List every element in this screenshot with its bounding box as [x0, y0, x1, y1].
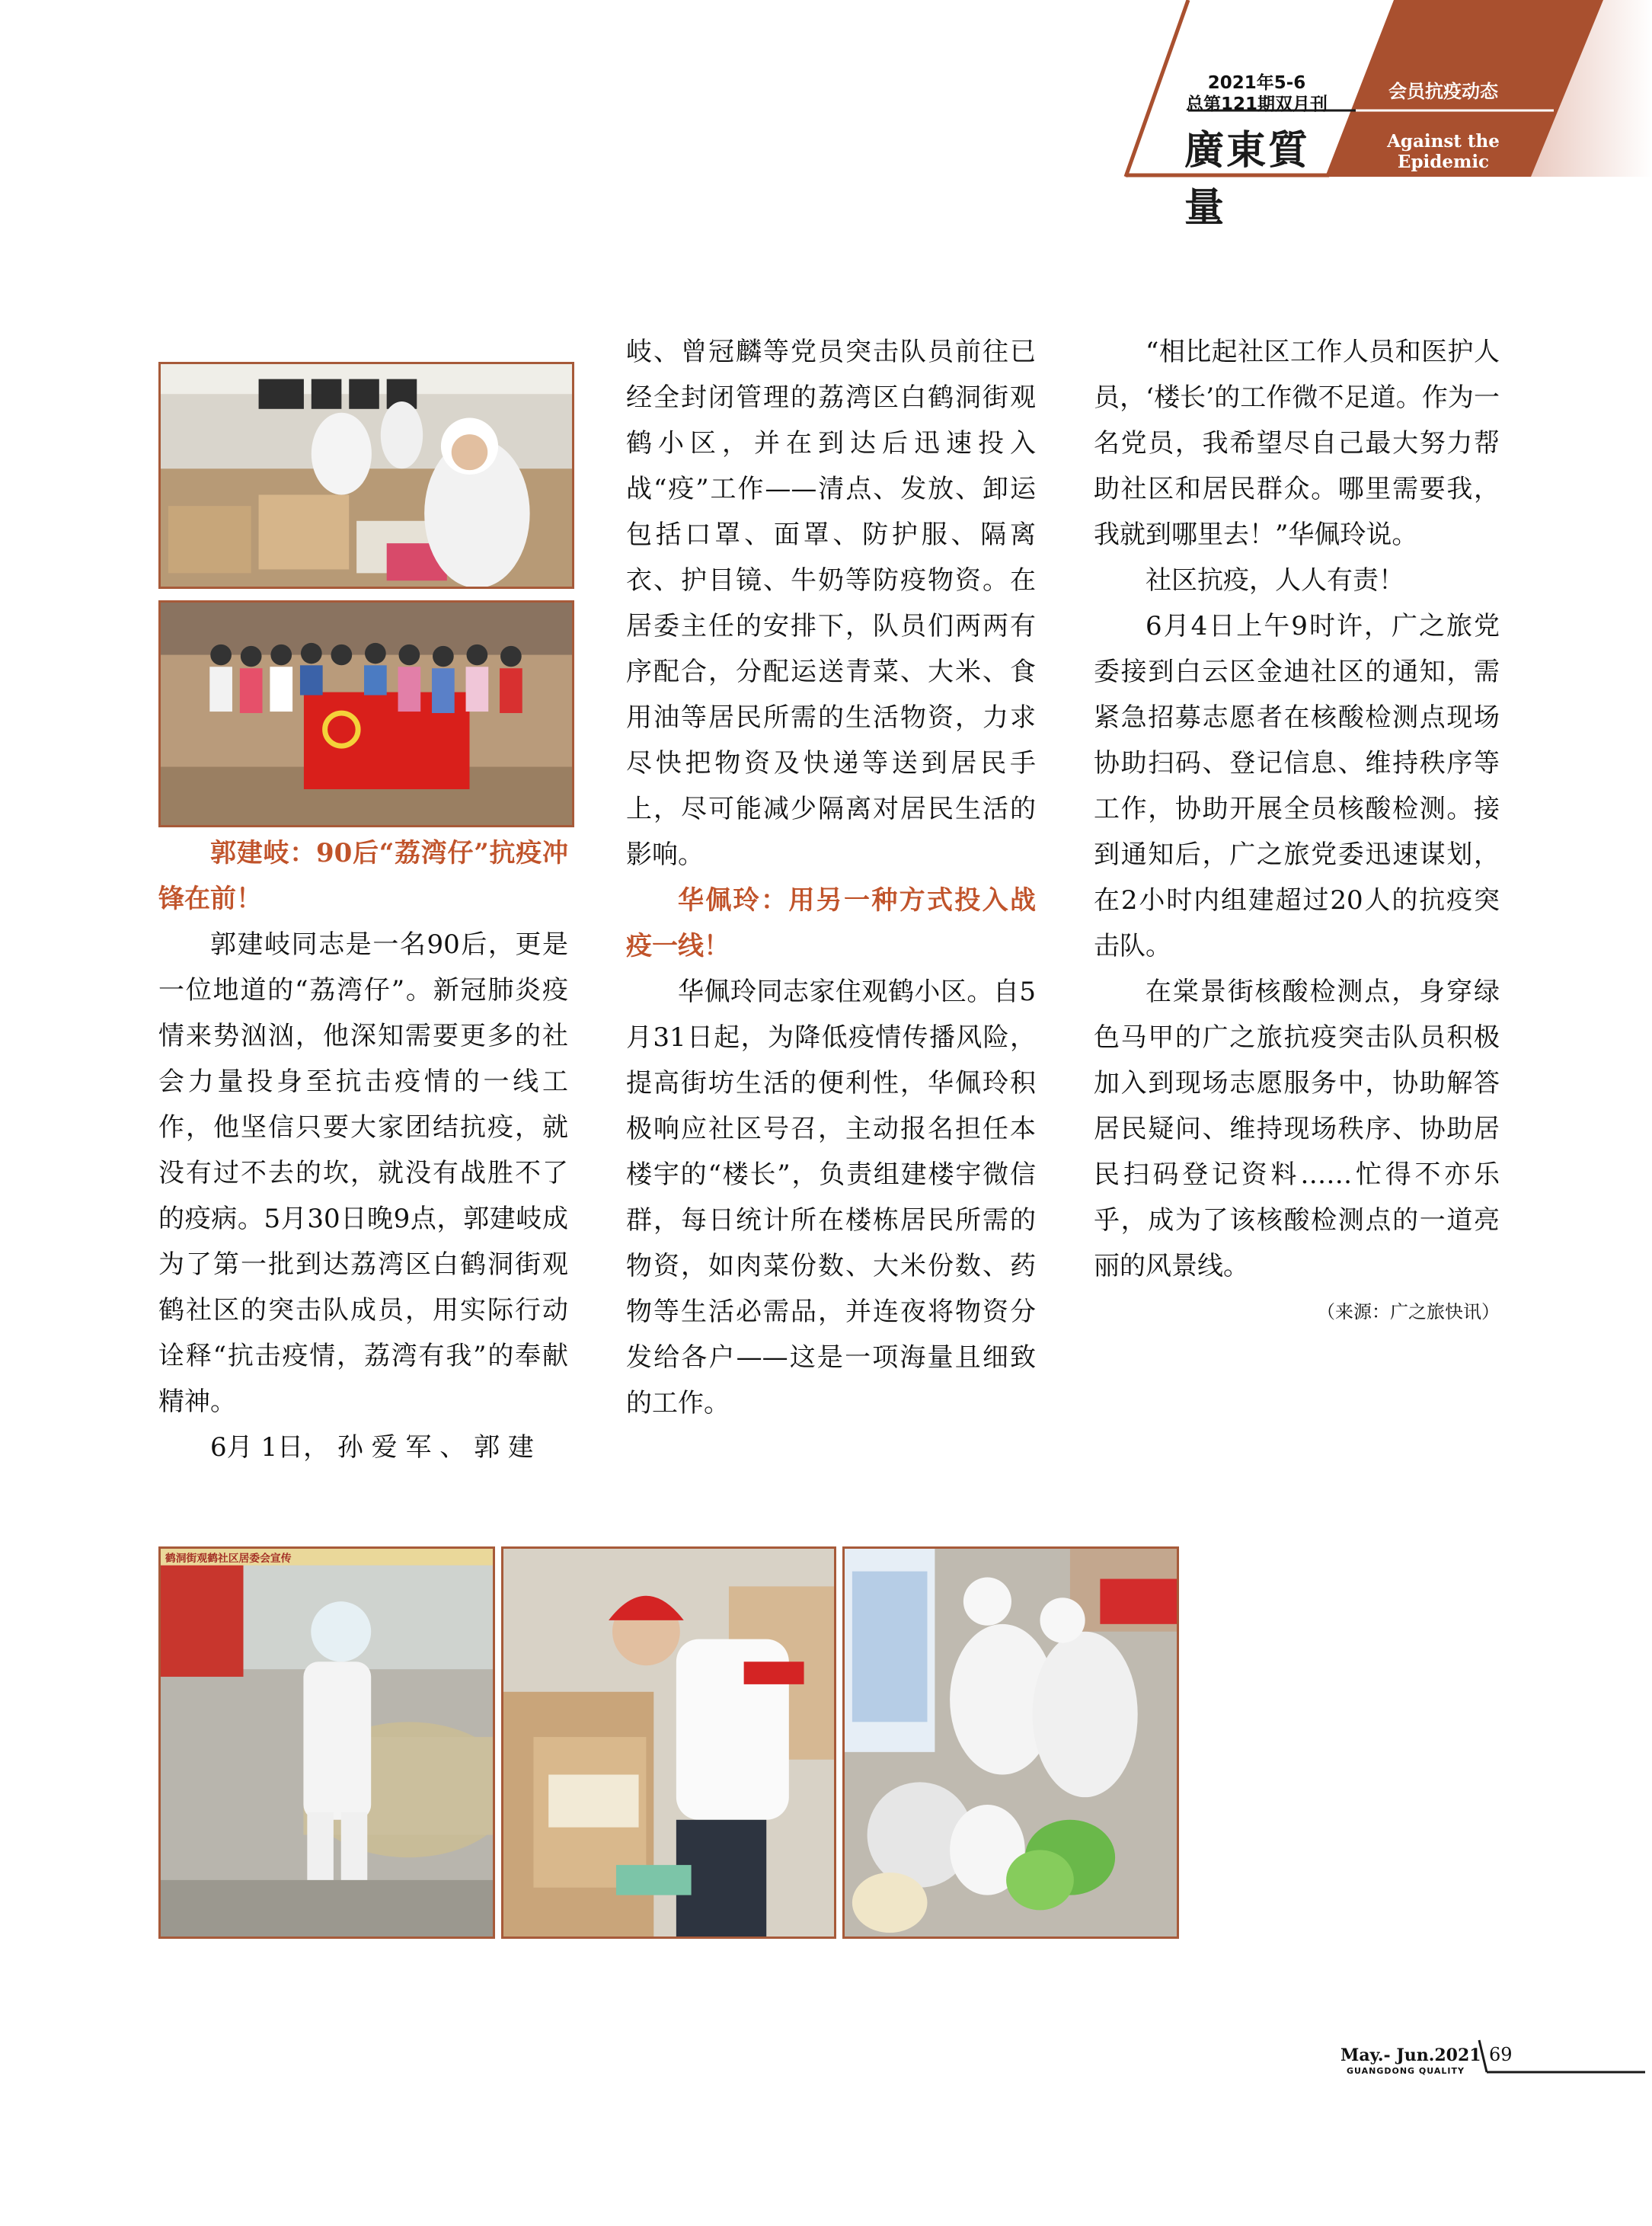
page-number: 69: [1489, 2044, 1513, 2065]
paragraph-guo-intro: 郭建岐同志是一名90后，更是一位地道的“荔湾仔”。新冠肺炎疫情来势汹汹，他深知需要更多的社会力量投身至抗击疫情的一线工作，他坚信只要大家团结抗疫，就没有过不去的坎，就没有战胜不了的疫病。5月30日晚9点，郭建岐成为了第一批到达荔湾区白鹤洞街观鹤社区的突击队成员，用实际行动诠释“抗击疫情，荔湾有我”的奉献精神。: [158, 929, 568, 1417]
source-note: （来源：广之旅快讯）: [1317, 1301, 1500, 1322]
column-1: [158, 830, 568, 1470]
paragraph-tangjing: 在棠景街核酸检测点，身穿绿色马甲的广之旅抗疫突击队员积极加入到现场志愿服务中，协助解答居民疑问、维持现场秩序、协助居民扫码登记资料……忙得不亦乐乎，成为了该核酸检测点的一道亮丽的风景线。: [1094, 977, 1500, 1281]
paragraph-june1-continued: 岐、曾冠麟等党员突击队员前往已经全封闭管理的荔湾区白鹤洞街观鹤小区，并在到达后迅速投入战“疫”工作——清点、发放、卸运包括口罩、面罩、防护服、隔离衣、护目镜、牛奶等防疫物资。在居委主任的安排下，队员们两两有序配合，分配运送青菜、大米、食用油等居民所需的生活物资，力求尽快把物资及快递等送到居民手上，尽可能减少隔离对居民生活的影响。: [626, 337, 1036, 870]
photo-vegetables-image: [845, 1549, 1177, 1937]
photo-supplies-image: [161, 364, 572, 587]
poster-sign: 鹤洞街观鹤社区居委会宣传: [165, 1552, 292, 1565]
issue-date: 2021年5-6: [1207, 73, 1306, 93]
section-title-en: Against the Epidemic: [1387, 131, 1500, 172]
photo-unpacking-supplies: [501, 1546, 836, 1939]
footer-magazine: GUANGDONG QUALITY: [1347, 2066, 1465, 2076]
column-3: [1094, 329, 1500, 1335]
photo-group-image: [161, 603, 572, 825]
magazine-title: 廣東質量: [1184, 127, 1311, 231]
photo-suit-image: [161, 1549, 493, 1937]
paragraph-june1: 6月 1日， 孙 爱 军 、 郭 建: [210, 1432, 534, 1463]
photo-distributing-vegetables: [842, 1546, 1179, 1939]
photo-protective-suit: [158, 1546, 495, 1939]
heading-hua-peiling: 华佩玲：用另一种方式投入战疫一线！: [626, 885, 1036, 961]
paragraph-hua-quote: “相比起社区工作人员和医护人员，‘楼长’的工作微不足道。作为一名党员，我希望尽自己最大努力帮助社区和居民群众。哪里需要我，我就到哪里去！”华佩玲说。: [1094, 337, 1500, 550]
photo-volunteers-supplies: [158, 362, 574, 589]
photo-unpacking-image: [503, 1549, 834, 1937]
footer-date: May.- Jun.2021: [1340, 2045, 1481, 2065]
section-title-zh: 会员抗疫动态: [1388, 81, 1498, 102]
column-2: [626, 329, 1036, 1426]
issue-number: 总第121期双月刊: [1185, 94, 1328, 114]
paragraph-june4: 6月4日上午9时许，广之旅党委接到白云区金迪社区的通知，需紧急招募志愿者在核酸检测点现场协助扫码、登记信息、维持秩序等工作，协助开展全员核酸检测。接到通知后，广之旅党委迅速谋划，在2小时内组建超过20人的抗疫突击队。: [1094, 611, 1500, 961]
paragraph-community-duty: 社区抗疫，人人有责！: [1146, 565, 1404, 596]
heading-guo-jianqi: 郭建岐：90后“荔湾仔”抗疫冲锋在前！: [158, 838, 568, 914]
photo-party-group: [158, 600, 574, 827]
paragraph-hua-intro: 华佩玲同志家住观鹤小区。自5月31日起，为降低疫情传播风险，提高街坊生活的便利性，华佩玲积极响应社区号召，主动报名担任本楼宇的“楼长”，负责组建楼宇微信群，每日统计所在楼栋居民所需的物资，如肉菜份数、大米份数、药物等生活必需品，并连夜将物资分发给各户——这是一项海量且细致的工作。: [626, 977, 1036, 1418]
